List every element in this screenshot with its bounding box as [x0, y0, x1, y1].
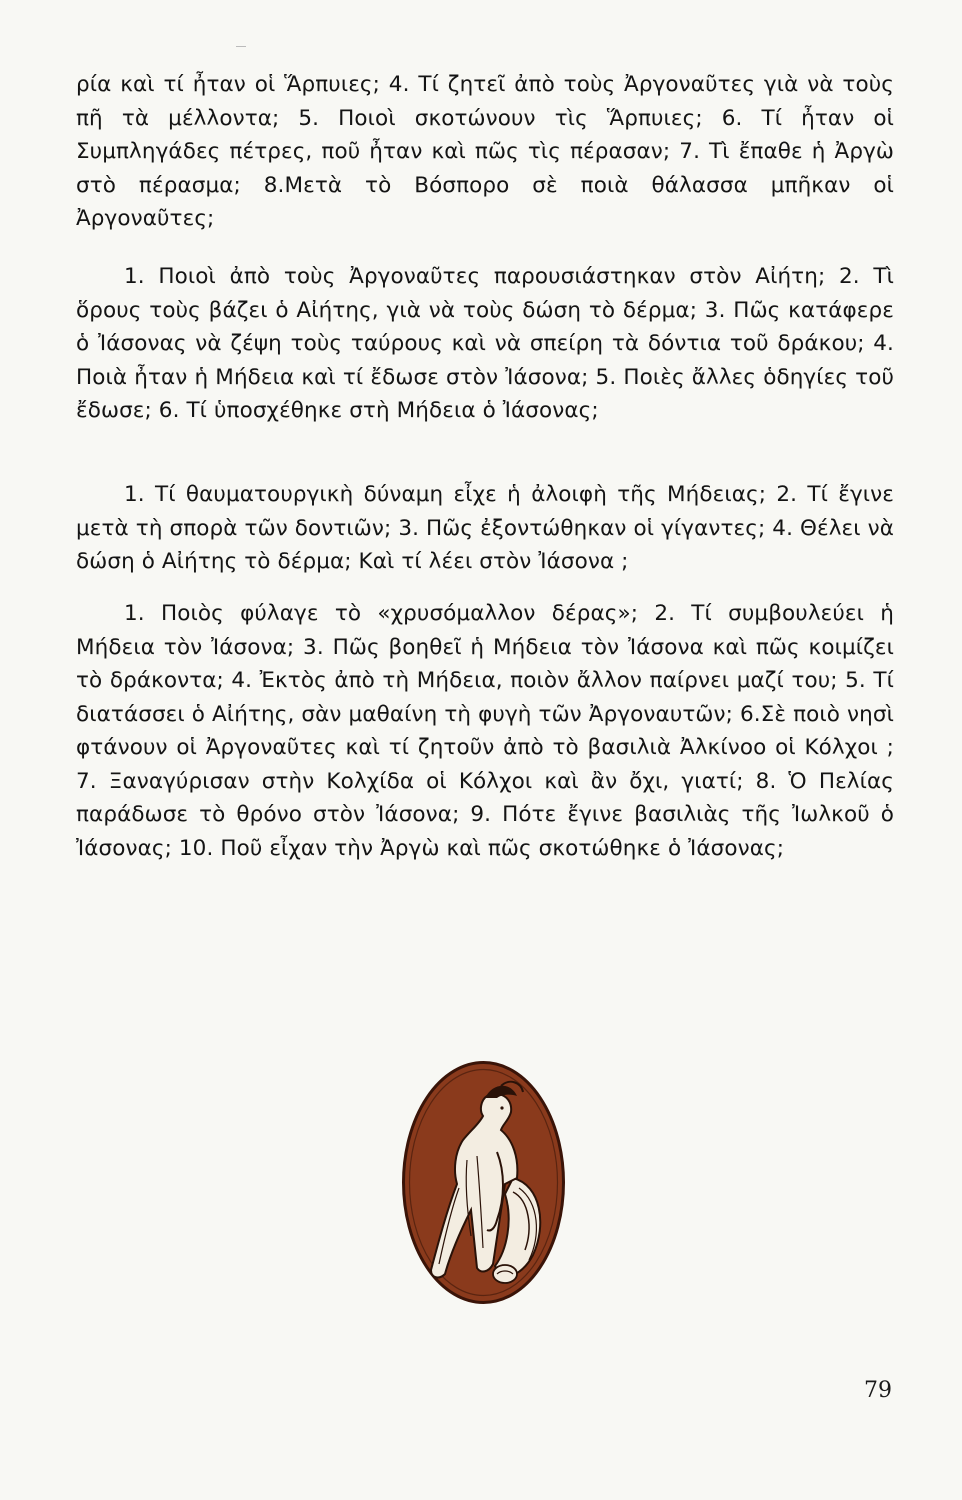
page-number: 79 [864, 1378, 892, 1403]
question-paragraph-1 [76, 68, 894, 236]
paragraph-text: ρία καὶ τί ἦταν οἱ Ἅρπυιες; 4. Τί ζητεῖ ἀπὸ τοὺς Ἀργοναῦτες γιὰ νὰ τοὺς πῆ τὰ μέλλοντα; 5. Ποιοὶ σκοτώνουν τὶς Ἅρπυιες; 6. Τί ἦταν οἱ Συμπληγάδες πέτρες, ποῦ ἦταν καὶ πῶς τὶς πέρασαν; 7. Τὶ ἔπαθε ἡ Ἀργὼ στὸ πέρασμα; 8.Μετὰ τὸ Βόσπορο σὲ ποιὰ θάλασσα μπῆκαν οἱ Ἀργοναῦτες; [76, 72, 894, 231]
paragraph-text: 1. Ποιοὶ ἀπὸ τοὺς Ἀργοναῦτες παρουσιάστηκαν στὸν Αἰήτη; 2. Τὶ ὅρους τοὺς βάζει ὁ Αἰήτης, γιὰ νὰ τοὺς δώση τὸ δέρμα; 3. Πῶς κατάφερε ὁ Ἰάσονας νὰ ζέψη τοὺς ταύρους καὶ νὰ σπείρη τὰ δόντια τοῦ δράκου; 4. Ποιὰ ἦταν ἡ Μήδεια καὶ τί ἔδωσε στὸν Ἰάσονα; 5. Ποιὲς ἄλλες ὁδηγίες τοῦ ἔδωσε; 6. Τί ὑποσχέθηκε στὴ Μήδεια ὁ Ἰάσονας; [76, 264, 894, 423]
question-paragraph-2 [76, 260, 894, 428]
medallion-illustration [401, 1060, 566, 1305]
question-paragraph-4 [76, 597, 894, 865]
paragraph-text: 1. Ποιὸς φύλαγε τὸ «χρυσόμαλλον δέρας»; 2. Τί συμβουλεύει ἡ Μήδεια τὸν Ἰάσονα; 3. Πῶς βοηθεῖ ἡ Μήδεια τὸν Ἰάσονα καὶ πῶς κοιμίζει τὸ δράκοντα; 4. Ἐκτὸς ἀπὸ τὴ Μήδεια, ποιὸν ἄλλον παίρνει μαζί του; 5. Τί διατάσσει ὁ Αἰήτης, σὰν μαθαίνη τὴ φυγὴ τῶν Ἀργοναυτῶν; 6.Σὲ ποιὸ νησὶ φτάνουν οἱ Ἀργοναῦτες καὶ τί ζητοῦν ἀπὸ τὸ βασιλιὰ Ἀλκίνοο οἱ Κόλχοι ; 7. Ξαναγύρισαν στὴν Κολχίδα οἱ Κόλχοι καὶ ἂν ὄχι, γιατί; 8. Ὁ Πελίας παράδωσε τὸ θρόνο στὸν Ἰάσονα; 9. Πότε ἔγινε βασιλιὰς τῆς Ἰωλκοῦ ὁ Ἰάσονας; 10. Ποῦ εἶχαν τὴν Ἀργὼ καὶ πῶς σκοτώθηκε ὁ Ἰάσονας; [76, 601, 894, 861]
figure-medallion-icon [401, 1060, 566, 1305]
page-mark [236, 46, 246, 47]
question-paragraph-3 [76, 478, 894, 579]
paragraph-text: 1. Τί θαυματουργικὴ δύναμη εἶχε ἡ ἀλοιφὴ τῆς Μήδειας; 2. Τί ἔγινε μετὰ τὴ σπορὰ τῶν δοντιῶν; 3. Πῶς ἐξοντώθηκαν οἱ γίγαντες; 4. Θέλει νὰ δώση ὁ Αἰήτης τὸ δέρμα; Καὶ τί λέει στὸν Ἰάσονα ; [76, 482, 894, 574]
